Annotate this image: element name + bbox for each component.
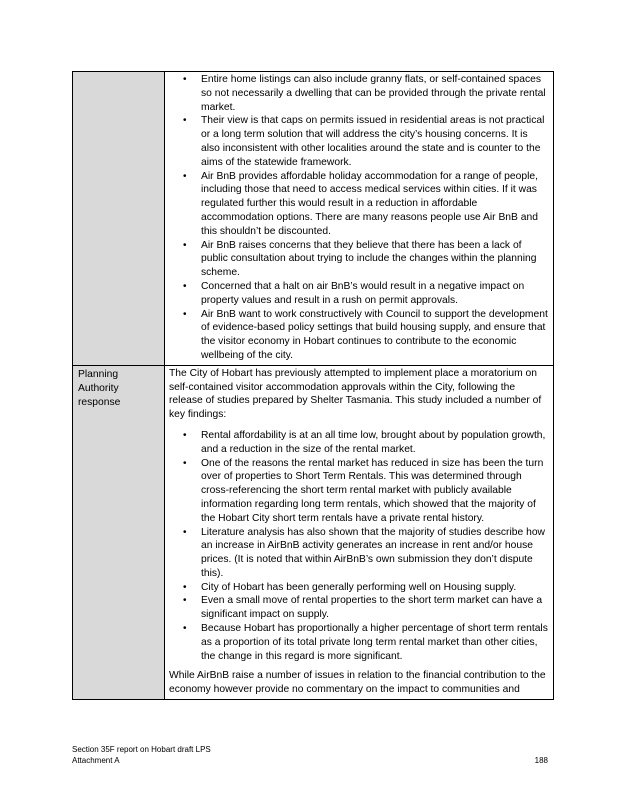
list-item: • Their view is that caps on permits issued in residential areas is not practical or a long term solution that will address the city’s housing concerns. It is also inconsistent with other localities around the state and is counter to the aims of the statewide framework. <box>169 114 549 169</box>
submission-bullet-list <box>169 73 549 363</box>
list-item: • Air BnB raises concerns that they believe that there has been a lack of public consultation about trying to include the changes within the planning scheme. <box>169 239 549 280</box>
row-label <box>73 72 164 77</box>
list-item: • Entire home listings can also include granny flats, or self-contained spaces so not necessarily a dwelling that can be provided through the private rental market. <box>169 73 549 114</box>
submission-table <box>72 71 554 700</box>
list-item: • One of the reasons the rental market has reduced in size has been the turn over of properties to Short Term Rentals. This was determined through cross-referencing the short term rental market with publicly available information regarding long term rentals, which showed that the majority of the Hobart City short term rentals have a private rental history. <box>169 457 549 526</box>
row-label-planning-authority-response: Planning Authority response <box>78 368 121 408</box>
list-item: • Even a small move of rental properties to the short term market can have a significant impact on supply. <box>169 594 549 622</box>
footer-report-title: Section 35F report on Hobart draft LPS <box>72 745 211 754</box>
list-item: • Air BnB want to work constructively with Council to support the development of evidence-based policy settings that build housing supply, and ensure that the visitor economy in Hobart continues to contribute to the economic wellbeing of the city. <box>169 308 549 363</box>
row-label-cell <box>73 72 165 366</box>
response-closing-paragraph: While AirBnB raise a number of issues in relation to the financial contribution to the economy however provide no commentary on the impact to communities and <box>169 670 546 696</box>
table-row <box>73 365 554 699</box>
page-number: 188 <box>534 756 548 765</box>
list-item: • Rental affordability is at an all time low, brought about by population growth, and a reduction in the size of the rental market. <box>169 429 549 457</box>
response-intro-paragraph: The City of Hobart has previously attempted to implement place a moratorium on self-contained visitor accommodation approvals within the City, following the release of studies prepared by Shelter Tasmania. This study included a number of key findings: <box>169 367 542 421</box>
row-content-cell <box>165 365 554 699</box>
key-findings-bullet-list <box>169 429 549 664</box>
table-row <box>73 72 554 366</box>
list-item: • Concerned that a halt on air BnB’s would result in a negative impact on property values and result in a rush on permit approvals. <box>169 280 549 308</box>
list-item: • Because Hobart has proportionally a higher percentage of short term rentals as a proportion of its total private long term rental market than other cities, the change in this regard is more significant. <box>169 622 549 663</box>
list-item: • City of Hobart has been generally performing well on Housing supply. <box>169 581 549 595</box>
footer-attachment: Attachment A <box>72 756 120 765</box>
row-label-cell <box>73 365 165 699</box>
row-content-cell <box>165 72 554 366</box>
list-item: • Literature analysis has also shown that the majority of studies describe how an increase in AirBnB activity generates an increase in rent and/or house prices. (It is noted that within AirBnB’s own submission they don’t dispute this). <box>169 526 549 581</box>
list-item: • Air BnB provides affordable holiday accommodation for a range of people, including those that need to access medical services within cities. If it was regulated further this would result in a reduction in affordable accommodation options. There are many reasons people use Air BnB and this shouldn’t be discounted. <box>169 170 549 239</box>
